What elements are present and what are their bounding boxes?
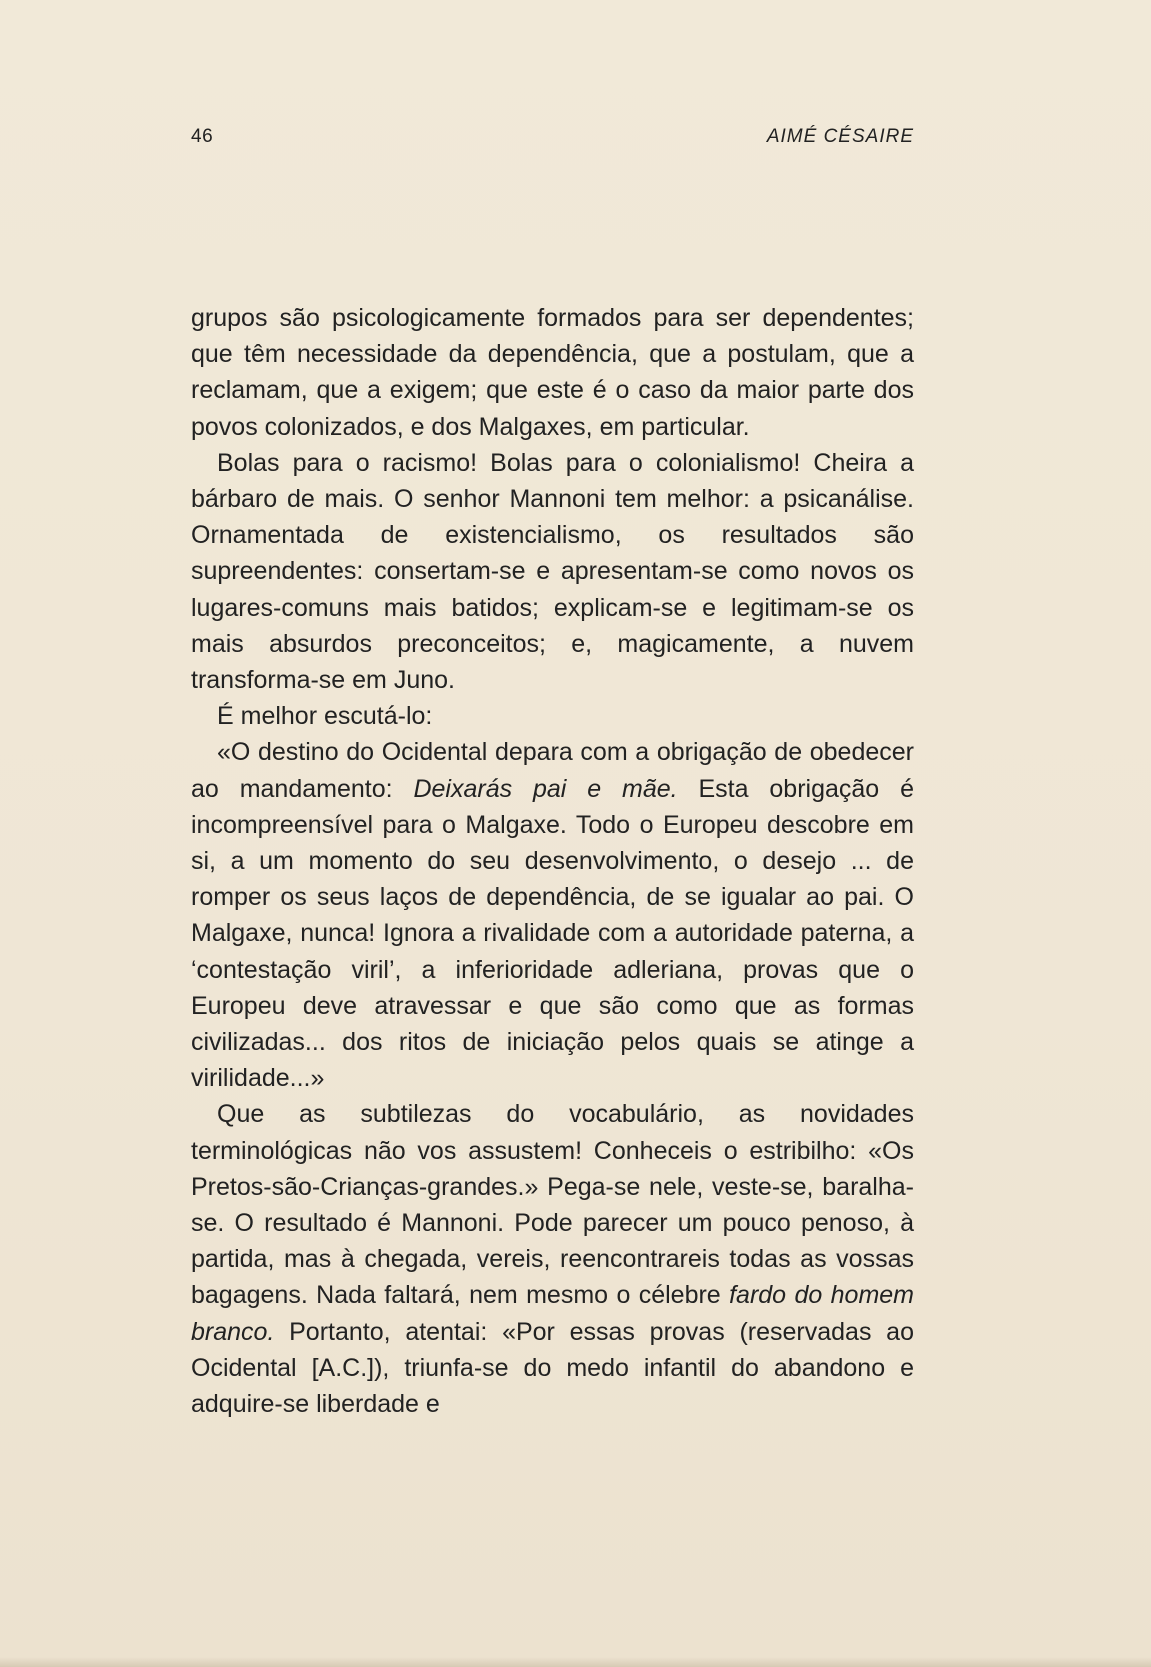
- paragraph-3: É melhor escutá-lo:: [217, 702, 433, 731]
- paragraph-1: grupos são psicologicamente formados para ser dependentes; que têm necessidade da dependência, que a postulam, que a reclamam, que a exigem; que este é o caso da maior parte dos povos colonizados, e dos Malgaxes, em particular.: [191, 304, 914, 441]
- quotation-italic-commandment: Deixarás pai e mãe.: [413, 774, 678, 803]
- quotation-paragraph: [191, 734, 914, 1096]
- paragraph-5-start: Que as subtilezas do vocabulário, as novidades terminológicas não vos assustem! Conheceis o estribilho: «Os Pretos-são-Crianças-grandes.» Pega-se nele, veste-se, baralha-se. O resultado é Mannoni. Pode parecer um pouco penoso, à partida, mas à chegada, vereis, reencontrareis todas as vossas bagagens. Nada faltará, nem mesmo o célebre: [191, 1100, 914, 1310]
- page-header: [191, 126, 914, 156]
- paragraph-2: Bolas para o racismo! Bolas para o colonialismo! Cheira a bárbaro de mais. O senhor Mannoni tem melhor: a psicanálise. Ornamentada de existencialismo, os resultados são supreendentes: consertam-se e apresentam-se como novos os lugares-comuns mais batidos; explicam-se e legitimam-se os mais absurdos preconceitos; e, magicamente, a nuvem transforma-se em Juno.: [191, 448, 914, 695]
- page-bottom-edge: [0, 1657, 1151, 1667]
- running-head-author: AIMÉ CÉSAIRE: [766, 126, 914, 147]
- quotation-text-end: Esta obrigação é incompreensível para o Malgaxe. Todo o Europeu descobre em si, a um momento do seu desenvolvimento, o desejo ... de romper os seus laços de dependência, de se igualar ao pai. O Malgaxe, nunca! Ignora a rivalidade com a autoridade paterna, a ‘contestação viril’, a inferioridade adleriana, provas que o Europeu deve atravessar e que são como que as formas civilizadas... dos ritos de iniciação pelos quais se atinge a virilidade...»: [191, 774, 914, 1093]
- paragraph-5: [191, 1096, 914, 1422]
- paragraph-5-end: Portanto, atentai: «Por essas provas (reservadas ao Ocidental [A.C.]), triunfa-se do medo infantil do abandono e adquire-se liberdade e: [191, 1317, 914, 1419]
- body-text: [191, 300, 914, 1422]
- page-number: 46: [191, 126, 214, 147]
- paragraph-5-italic-phrase: fardo do homem branco.: [191, 1281, 914, 1346]
- quotation-text-start: «O destino do Ocidental depara com a obrigação de obedecer ao mandamento:: [191, 738, 914, 803]
